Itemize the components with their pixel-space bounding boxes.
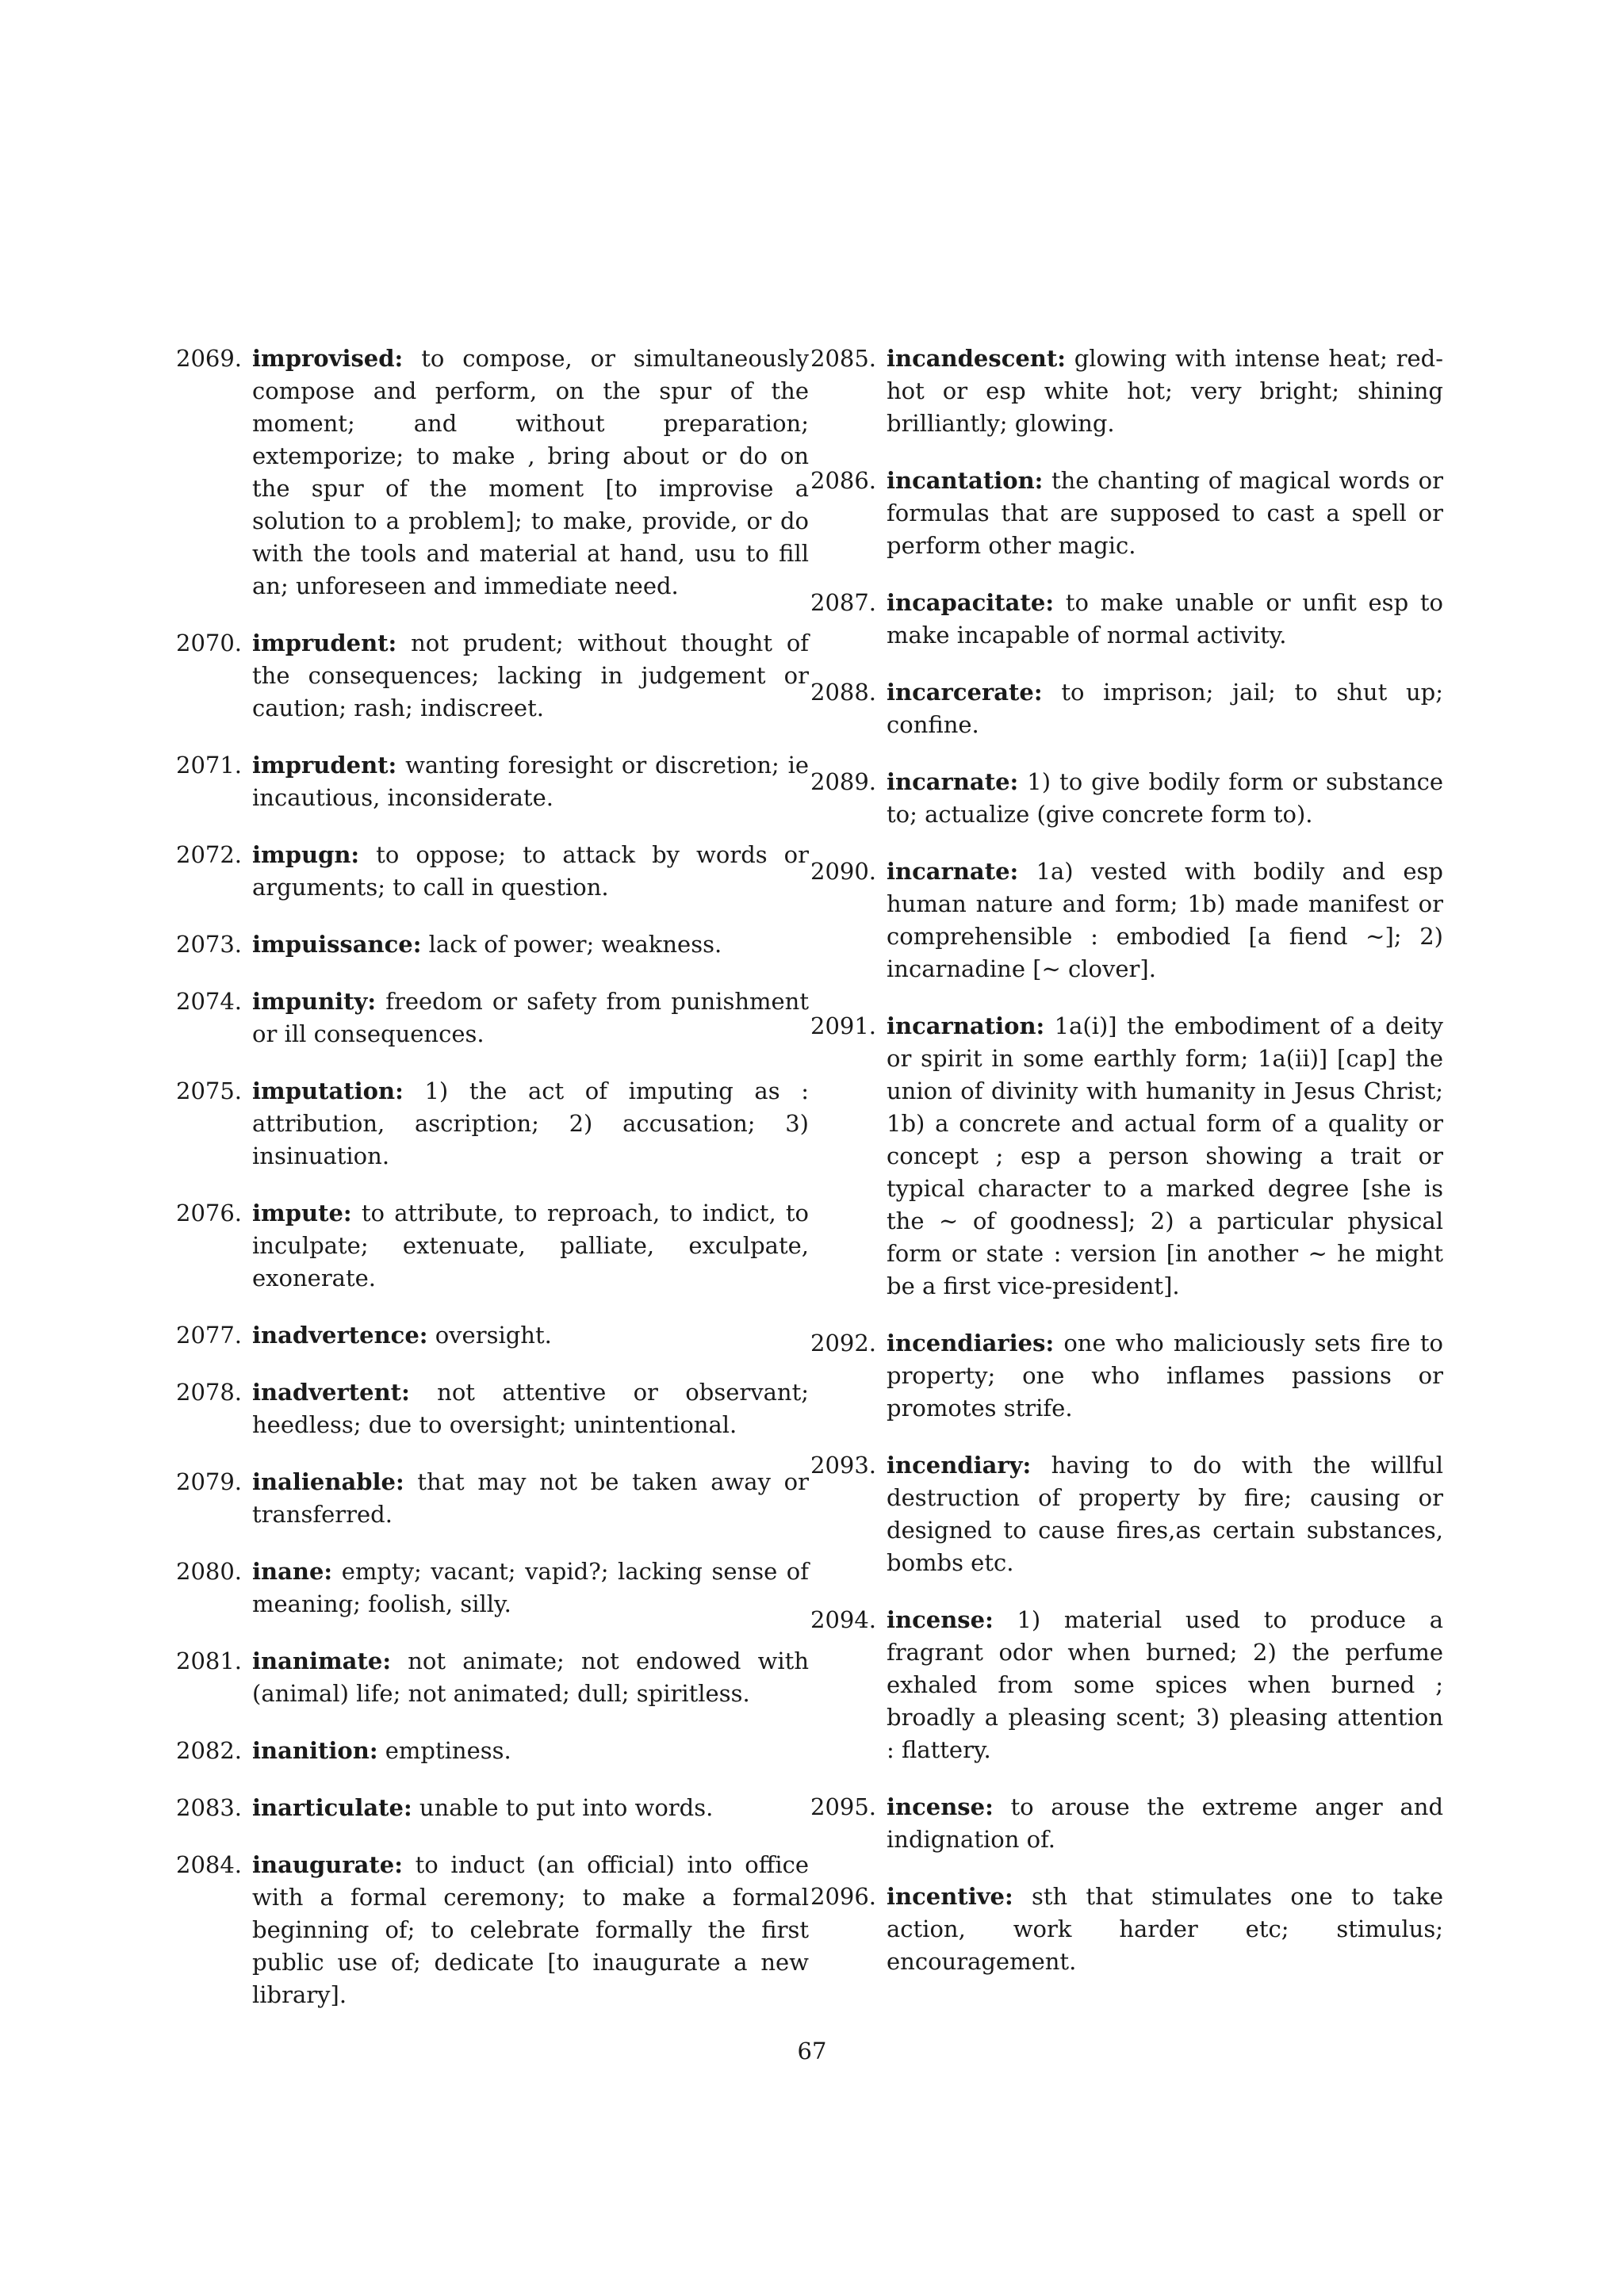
- entry-number: 2073.: [176, 931, 243, 958]
- entry-number: 2080.: [176, 1558, 243, 1585]
- entry-definition: not animate; not endowed with (animal) life; not animated; dull; spiritless.: [252, 1647, 809, 1707]
- entry-2089: [810, 766, 1443, 831]
- entry-2083: [176, 1792, 809, 1824]
- entry-term: imprudent:: [252, 629, 397, 656]
- entry-number: 2090.: [810, 858, 877, 885]
- entry-number: 2093.: [810, 1452, 877, 1479]
- entry-2073: [176, 928, 809, 961]
- entry-definition: to make unable or unfit esp to make incapable of normal activity.: [887, 589, 1443, 649]
- entry-number: 2086.: [810, 467, 877, 494]
- entry-number: 2084.: [176, 1851, 243, 1878]
- entry-definition: lack of power; weakness.: [428, 931, 722, 958]
- entry-term: impuissance:: [252, 931, 422, 958]
- entry-definition: freedom or safety from punishment or ill consequences.: [252, 988, 809, 1047]
- entry-2080: [176, 1556, 809, 1621]
- entry-term: impunity:: [252, 988, 377, 1015]
- entry-2072: [176, 839, 809, 904]
- entry-definition: not prudent; without thought of the consequences; lacking in judgement or caution; rash; indiscreet.: [252, 629, 810, 721]
- entry-2096: [810, 1881, 1443, 1978]
- entry-definition: that may not be taken away or transferred.: [252, 1468, 809, 1528]
- entry-number: 2081.: [176, 1647, 243, 1674]
- entry-2095: [810, 1791, 1443, 1856]
- entry-definition: to oppose; to attack by words or arguments; to call in question.: [252, 841, 809, 901]
- entry-number: 2076.: [176, 1200, 243, 1226]
- entry-number: 2092.: [810, 1330, 877, 1357]
- entry-2086: [810, 465, 1443, 562]
- entry-2084: [176, 1849, 809, 2011]
- entry-number: 2071.: [176, 752, 243, 779]
- page-number: 67: [797, 2038, 827, 2064]
- entry-number: 2096.: [810, 1883, 877, 1910]
- entry-2081: [176, 1645, 809, 1710]
- entry-definition: sth that stimulates one to take action, work harder etc; stimulus; encouragement.: [887, 1883, 1444, 1975]
- entry-definition: 1) material used to produce a fragrant odor when burned; 2) the perfume exhaled from some spices when burned ; broadly a pleasing scent; 3) pleasing attention : flattery.: [887, 1606, 1443, 1763]
- entry-2085: [810, 342, 1443, 440]
- entry-term: imprudent:: [252, 752, 397, 779]
- entry-number: 2091.: [810, 1012, 877, 1039]
- entry-definition: to imprison; jail; to shut up; confine.: [887, 679, 1444, 738]
- entry-definition: 1) the act of imputing as : attribution, ascription; 2) accusation; 3) insinuation.: [252, 1077, 810, 1169]
- entry-number: 2079.: [176, 1468, 243, 1495]
- entry-definition: to attribute, to reproach, to indict, to inculpate; extenuate, palliate, exculpate, exonerate.: [252, 1200, 810, 1292]
- entry-term: inaugurate:: [252, 1851, 403, 1878]
- entry-definition: 1a) vested with bodily and esp human nature and form; 1b) made manifest or comprehensible : embodied [a fiend ∼]; 2) incarnadine [∼ clover].: [887, 858, 1443, 982]
- entry-2090: [810, 855, 1443, 985]
- entry-definition: to compose, or simultaneously compose and perform, on the spur of the moment; and without preparation; extemporize; to make , bring about or do on the spur of the moment [to improvise a solution to a problem]; to make, provide, or do with the tools and material at hand, usu to fill an; unforeseen and immediate need.: [252, 345, 810, 599]
- entry-2078: [176, 1376, 809, 1441]
- entry-number: 2069.: [176, 345, 243, 372]
- entry-definition: unable to put into words.: [419, 1794, 714, 1821]
- entry-definition: having to do with the willful destruction of property by fire; causing or designed to cause fires,as certain substances, bombs etc.: [887, 1452, 1443, 1576]
- entry-term: incarnation:: [887, 1012, 1045, 1039]
- entry-2093: [810, 1449, 1443, 1579]
- left-column: [176, 342, 809, 2036]
- entry-2091: [810, 1010, 1443, 1303]
- entry-term: imputation:: [252, 1077, 404, 1104]
- entry-term: impute:: [252, 1200, 352, 1226]
- entry-term: incentive:: [887, 1883, 1013, 1910]
- entry-number: 2082.: [176, 1737, 243, 1764]
- entry-definition: not attentive or observant; heedless; due to oversight; unintentional.: [252, 1379, 809, 1438]
- entry-definition: to induct (an official) into office with a formal ceremony; to make a formal beginning of; to celebrate formally the first public use of; dedicate [to inaugurate a new library].: [252, 1851, 809, 2008]
- entry-term: incendiaries:: [887, 1330, 1055, 1357]
- entry-definition: the chanting of magical words or formulas that are supposed to cast a spell or perform other magic.: [887, 467, 1443, 559]
- entry-number: 2085.: [810, 345, 877, 372]
- entry-2094: [810, 1604, 1443, 1766]
- entry-2082: [176, 1735, 809, 1767]
- entry-definition: 1a(i)] the embodiment of a deity or spirit in some earthly form; 1a(ii)] [cap] the union of divinity with humanity in Jesus Christ; 1b) a concrete and actual form of a quality or concept ; esp a person showing a trait or typical character to a marked degree [she is the ∼ of goodness]; 2) a particular physical form or state : version [in another ∼ he might be a first vice-president].: [887, 1012, 1444, 1299]
- entry-2070: [176, 627, 809, 725]
- entry-term: incarnate:: [887, 768, 1019, 795]
- entry-term: inalienable:: [252, 1468, 404, 1495]
- entry-2088: [810, 676, 1443, 741]
- entry-term: improvised:: [252, 345, 404, 372]
- entry-number: 2087.: [810, 589, 877, 616]
- entry-2074: [176, 985, 809, 1050]
- entry-definition: one who maliciously sets fire to property; one who inflames passions or promotes strife.: [887, 1330, 1443, 1422]
- entry-number: 2078.: [176, 1379, 243, 1406]
- entry-term: incense:: [887, 1793, 994, 1820]
- entry-2071: [176, 749, 809, 814]
- entry-definition: emptiness.: [385, 1737, 511, 1764]
- entry-term: incarnate:: [887, 858, 1019, 885]
- entry-number: 2074.: [176, 988, 243, 1015]
- entry-definition: wanting foresight or discretion; ie incautious, inconsiderate.: [252, 752, 810, 811]
- entry-term: inanition:: [252, 1737, 378, 1764]
- entry-definition: oversight.: [435, 1322, 552, 1349]
- entry-number: 2070.: [176, 629, 243, 656]
- entry-term: impugn:: [252, 841, 360, 868]
- entry-term: inane:: [252, 1558, 333, 1585]
- entry-definition: glowing with intense heat; red-hot or esp white hot; very bright; shining brilliantly; glowing.: [887, 345, 1443, 437]
- entry-definition: empty; vacant; vapid?; lacking sense of meaning; foolish, silly.: [252, 1558, 809, 1617]
- entry-term: incendiary:: [887, 1452, 1032, 1479]
- entry-2075: [176, 1075, 809, 1173]
- entry-2076: [176, 1197, 809, 1295]
- entry-term: inadvertence:: [252, 1322, 428, 1349]
- entry-term: inadvertent:: [252, 1379, 410, 1406]
- entry-term: incense:: [887, 1606, 994, 1633]
- entry-term: inanimate:: [252, 1647, 392, 1674]
- entry-number: 2072.: [176, 841, 243, 868]
- entry-number: 2077.: [176, 1322, 243, 1349]
- entry-2077: [176, 1319, 809, 1352]
- entry-number: 2089.: [810, 768, 877, 795]
- entry-number: 2095.: [810, 1793, 877, 1820]
- entry-term: incapacitate:: [887, 589, 1055, 616]
- entry-term: inarticulate:: [252, 1794, 412, 1821]
- entry-2092: [810, 1327, 1443, 1425]
- entry-definition: 1) to give bodily form or substance to; actualize (give concrete form to).: [887, 768, 1444, 828]
- entry-2079: [176, 1466, 809, 1531]
- entry-term: incarcerate:: [887, 679, 1043, 706]
- entry-2087: [810, 587, 1443, 652]
- entry-2069: [176, 342, 809, 603]
- entry-definition: to arouse the extreme anger and indignation of.: [887, 1793, 1444, 1853]
- entry-number: 2094.: [810, 1606, 877, 1633]
- entry-number: 2083.: [176, 1794, 243, 1821]
- right-column: [810, 342, 1443, 2003]
- entry-number: 2075.: [176, 1077, 243, 1104]
- entry-term: incantation:: [887, 467, 1044, 494]
- entry-number: 2088.: [810, 679, 877, 706]
- entry-term: incandescent:: [887, 345, 1066, 372]
